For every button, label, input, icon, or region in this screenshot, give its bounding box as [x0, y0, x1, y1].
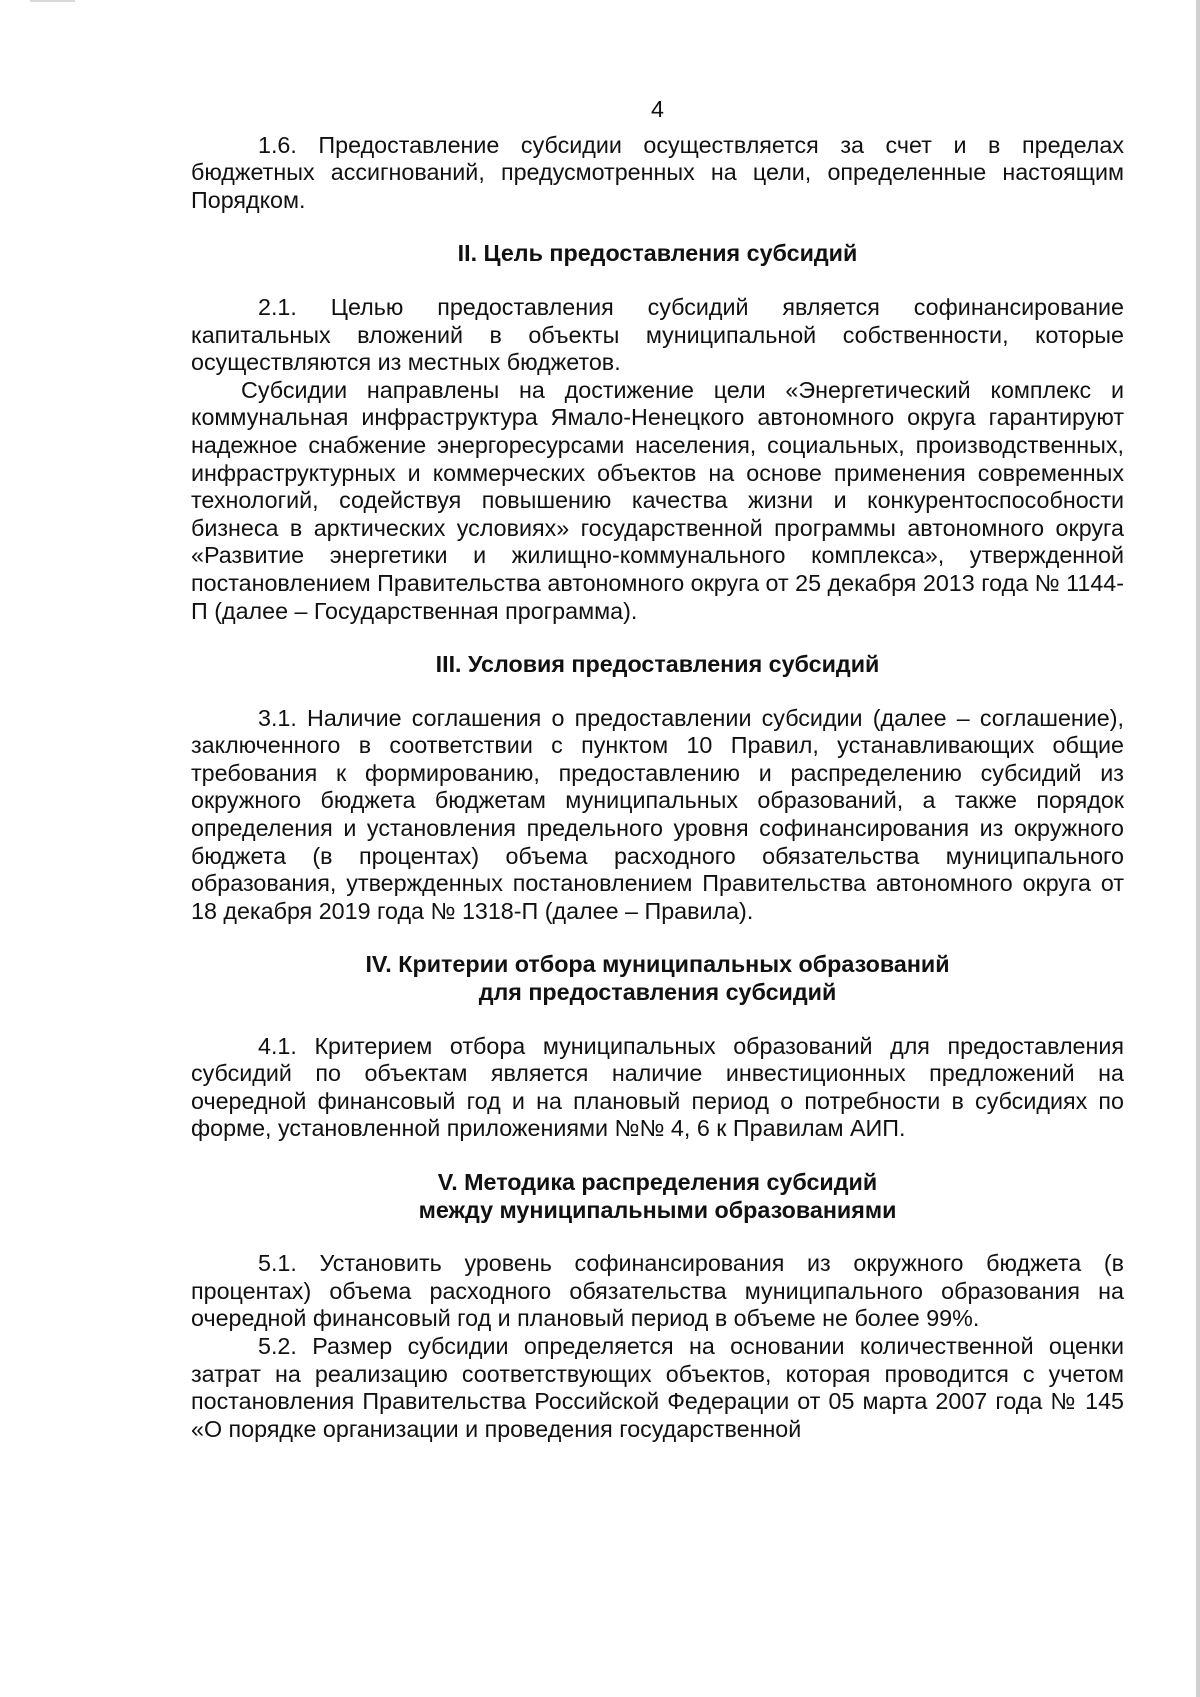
section-heading-5-line2: между муниципальными образованиями — [418, 1196, 897, 1223]
section-heading-5 — [191, 1169, 1124, 1224]
paragraph-5-2: 5.2. Размер субсидии определяется на основании количественной оценки затрат на реализацию соответствующих объектов, которая проводится с учетом постановления Правительства Российской Федерации от 05 марта 2007 года № 145 «О порядке организации и проведения государственной — [191, 1332, 1124, 1442]
page-edge — [1196, 0, 1200, 1697]
paragraph-2-1-continued: Субсидии направлены на достижение цели «Энергетический комплекс и коммунальная инфраструктура Ямало-Ненецкого автономного округа гарантируют надежное снабжение энергоресурсами населения, социальных, производственных, инфраструктурных и коммерческих объектов на основе применения современных технологий, содействуя повышению качества жизни и конкурентоспособности бизнеса в арктических условиях» государственной программы автономного округа «Развитие энергетики и жилищно-коммунального комплекса», утвержденной постановлением Правительства автономного округа от 25 декабря 2013 года № 1144-П (далее – Государственная программа). — [191, 376, 1124, 624]
scan-artifact — [30, 0, 75, 2]
paragraph-3-1: 3.1. Наличие соглашения о предоставлении субсидии (далее – соглашение), заключенного в соответствии с пунктом 10 Правил, устанавливающих общие требования к формированию, предоставлению и распределению субсидий из окружного бюджета бюджетам муниципальных образований, а также порядок определения и установления предельного уровня софинансирования из окружного бюджета (в процентах) объема расходного обязательства муниципального образования, утвержденных постановлением Правительства автономного округа от 18 декабря 2019 года № 1318-П (далее – Правила). — [191, 704, 1124, 924]
section-heading-4 — [191, 951, 1124, 1006]
section-heading-5-line1: V. Методика распределения субсидий — [437, 1169, 878, 1195]
section-heading-2-text: II. Цель предоставления субсидий — [457, 240, 858, 267]
section-heading-3 — [191, 651, 1124, 679]
paragraph-4-1: 4.1. Критерием отбора муниципальных образований для предоставления субсидий по объектам является наличие инвестиционных предложений на очередной финансовый год и на плановый период о потребности в субсидиях по форме, установленной приложениями №№ 4, 6 к Правилам АИП. — [191, 1032, 1124, 1142]
section-heading-4-line2: для предоставления субсидий — [478, 979, 837, 1006]
section-heading-4-line1: IV. Критерии отбора муниципальных образований — [365, 951, 950, 978]
section-heading-3-text: III. Условия предоставления субсидий — [435, 651, 880, 678]
page-number: 4 — [651, 96, 664, 122]
paragraph-1-6: 1.6. Предоставление субсидии осуществляется за счет и в пределах бюджетных ассигнований, предусмотренных на цели, определенные настоящим Порядком. — [191, 131, 1124, 213]
paragraph-5-1: 5.1. Установить уровень софинансирования из окружного бюджета (в процентах) объема расходного обязательства муниципального образования на очередной финансовый год и плановый период в объеме не более 99%. — [191, 1250, 1124, 1332]
document-body — [191, 96, 1124, 1443]
section-heading-2 — [191, 240, 1124, 268]
paragraph-2-1: 2.1. Целью предоставления субсидий является софинансирование капитальных вложений в объекты муниципальной собственности, которые осуществляются из местных бюджетов. — [191, 293, 1124, 376]
